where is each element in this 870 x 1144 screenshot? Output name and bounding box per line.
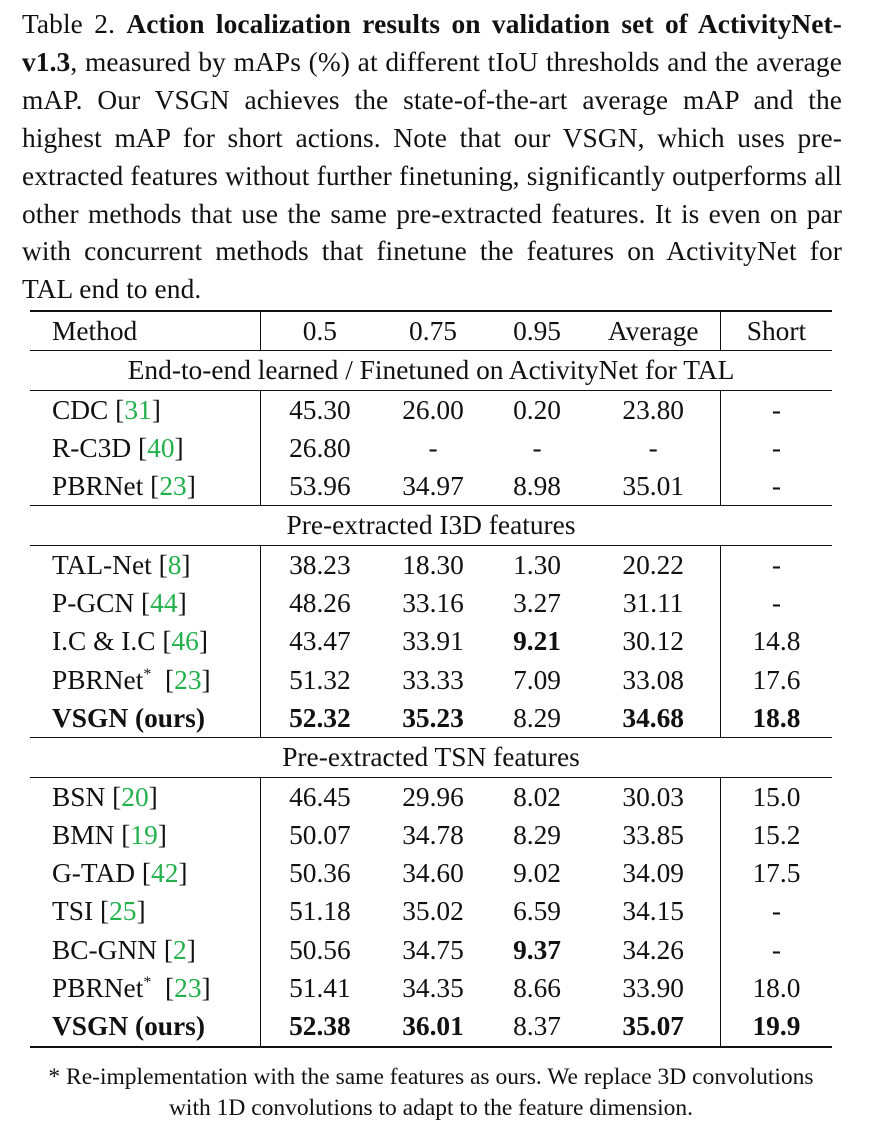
map-short-cell: - (720, 390, 832, 429)
map-iou-075-cell: 18.30 (378, 545, 487, 584)
map-iou-075-cell: 26.00 (378, 390, 487, 429)
table-row (30, 661, 832, 699)
method-name: TSI (52, 896, 94, 927)
method-name: TAL-Net (52, 549, 152, 580)
reimplementation-star: * (143, 665, 152, 683)
table-row (30, 892, 832, 930)
group-title: Pre-extracted TSN features (30, 738, 832, 777)
citation-link[interactable]: 20 (121, 781, 149, 812)
map-average-cell: 33.90 (622, 973, 685, 1004)
map-short-cell: 18.8 (720, 699, 832, 738)
method-name: R-C3D (52, 432, 132, 463)
method-name: PBRNet (52, 471, 144, 502)
map-iou-075-cell: 29.96 (378, 777, 487, 816)
method-cell: G-TAD [42] (52, 858, 188, 889)
method-cell: P-GCN [44] (52, 588, 187, 619)
header-iou-075: 0.75 (378, 311, 487, 351)
table-row (30, 969, 832, 1007)
map-iou-05-cell: 51.32 (261, 661, 379, 699)
table-row (30, 816, 832, 854)
map-iou-095-cell: 1.30 (488, 545, 587, 584)
method-cell: BC-GNN [2] (52, 934, 196, 965)
reimplementation-star: * (143, 974, 152, 992)
map-iou-095-cell: 6.59 (513, 896, 561, 927)
caption-text: , measured by mAPs (%) at different tIoU thresholds and the average mAP. Our VSGN achieves the state-of-the-art average mAP and the highest mAP for short actions. Note that our VSGN, which uses pre-extracted features without further finetuning, significantly outperforms all other methods that use the same pre-extracted features. It is even on par with concurrent methods that finetune the features on ActivityNet for TAL end to end. (22, 46, 842, 305)
method-cell: TAL-Net [8] (30, 545, 261, 584)
group-header-row (30, 351, 832, 390)
map-average-cell: 34.09 (622, 858, 685, 889)
method-name: VSGN (ours) (52, 702, 205, 733)
header-row (30, 311, 832, 351)
header-method: Method (30, 311, 261, 351)
map-iou-075-cell: 36.01 (378, 1007, 487, 1046)
header-average: Average (587, 311, 721, 351)
map-iou-05-cell: 50.56 (261, 931, 379, 969)
map-iou-05-cell: 53.96 (261, 467, 379, 506)
map-iou-075-cell: 35.23 (402, 702, 464, 733)
map-iou-05-cell: 50.07 (261, 816, 379, 854)
citation-link[interactable]: 8 (167, 549, 182, 580)
citation-link[interactable]: 25 (109, 896, 137, 927)
map-iou-05-cell: 38.23 (261, 545, 379, 584)
map-short-cell: - (720, 892, 832, 930)
map-average-cell: - (648, 432, 658, 463)
group-title: Pre-extracted I3D features (30, 506, 832, 545)
header-short: Short (720, 311, 832, 351)
caption-prefix: Table 2. (22, 9, 116, 39)
table-body (30, 351, 832, 1047)
map-average-cell: 20.22 (587, 545, 721, 584)
citation-link[interactable]: 23 (159, 471, 187, 502)
table-row (30, 777, 832, 816)
map-iou-075-cell: 34.35 (402, 973, 464, 1004)
method-name: PBRNet (52, 664, 144, 695)
map-average-cell: 34.26 (622, 934, 685, 965)
map-short-cell: - (720, 931, 832, 969)
map-short-cell: 17.6 (720, 661, 832, 699)
table-row (30, 931, 832, 969)
map-iou-075-cell: 33.16 (402, 588, 464, 619)
map-iou-075-cell: 33.33 (402, 664, 464, 695)
map-iou-05-cell: 52.38 (261, 1007, 379, 1046)
map-iou-05-cell: 51.18 (261, 892, 379, 930)
group-header-row (30, 738, 832, 777)
table-row (30, 429, 832, 467)
map-iou-095-cell: 7.09 (513, 664, 561, 695)
map-iou-095-cell: 8.37 (488, 1007, 587, 1046)
map-short-cell: 14.8 (720, 622, 832, 660)
map-iou-05-cell: 46.45 (261, 777, 379, 816)
header-iou-095: 0.95 (488, 311, 587, 351)
group-header-row (30, 506, 832, 545)
table-row (30, 699, 832, 738)
method-cell: I.C & I.C [46] (52, 626, 208, 657)
map-short-cell: 15.0 (720, 777, 832, 816)
table-row (30, 390, 832, 429)
table-row (30, 584, 832, 622)
method-name: BC-GNN (52, 934, 158, 965)
group-title: End-to-end learned / Finetuned on ActivityNet for TAL (30, 351, 832, 390)
method-cell: BSN [20] (30, 777, 261, 816)
map-short-cell: 15.2 (720, 816, 832, 854)
method-cell: R-C3D [40] (52, 432, 184, 463)
table-row (30, 854, 832, 892)
map-iou-05-cell: 52.32 (261, 699, 379, 738)
map-short-cell: - (720, 467, 832, 506)
map-iou-095-cell: 8.98 (513, 471, 561, 502)
map-iou-05-cell: 48.26 (261, 584, 379, 622)
map-iou-05-cell: 51.41 (261, 969, 379, 1007)
map-iou-095-cell: 8.02 (488, 777, 587, 816)
citation-link[interactable]: 23 (174, 664, 202, 695)
method-cell: BMN [19] (52, 819, 167, 850)
map-iou-095-cell: 9.21 (513, 626, 561, 657)
map-average-cell: 34.68 (622, 702, 685, 733)
map-average-cell: 31.11 (622, 588, 684, 619)
map-short-cell: - (720, 429, 832, 467)
map-iou-095-cell: 0.20 (488, 390, 587, 429)
citation-link[interactable]: 2 (173, 934, 187, 965)
citation-link[interactable]: 19 (130, 819, 158, 850)
method-cell: PBRNet [23] (52, 471, 196, 502)
map-average-cell: 35.07 (587, 1007, 721, 1046)
map-iou-075-cell: 34.78 (402, 819, 464, 850)
citation-link[interactable]: 42 (151, 858, 179, 889)
map-iou-095-cell: 8.29 (513, 819, 561, 850)
table-footnote: * Re-implementation with the same features as ours. We replace 3D convolutions with 1D convolutions to adapt to the feature dimension. (48, 1064, 814, 1121)
method-name: P-GCN (52, 588, 135, 619)
map-iou-075-cell: 35.02 (402, 896, 464, 927)
method-name: I.C & I.C (52, 626, 156, 657)
map-short-cell: 19.9 (720, 1007, 832, 1046)
map-iou-095-cell: 9.37 (513, 934, 561, 965)
map-iou-05-cell: 43.47 (261, 622, 379, 660)
map-iou-095-cell: 8.29 (513, 702, 561, 733)
method-name: BMN (52, 819, 115, 850)
map-average-cell: 30.12 (622, 626, 685, 657)
map-iou-095-cell: 3.27 (513, 588, 561, 619)
map-short-cell: 18.0 (720, 969, 832, 1007)
map-average-cell: 33.85 (622, 819, 685, 850)
header-iou-05: 0.5 (261, 311, 379, 351)
map-iou-095-cell: - (532, 432, 542, 463)
citation-link[interactable]: 40 (147, 432, 175, 463)
results-table-wrapper (30, 310, 832, 1048)
table-row (30, 545, 832, 584)
map-short-cell: - (720, 545, 832, 584)
method-cell (30, 699, 261, 738)
method-cell: CDC [31] (30, 390, 261, 429)
map-iou-05-cell: 50.36 (261, 854, 379, 892)
map-average-cell: 23.80 (587, 390, 721, 429)
citation-link[interactable]: 23 (174, 973, 202, 1004)
method-cell: TSI [25] (52, 896, 146, 927)
map-short-cell: - (720, 584, 832, 622)
table-row (30, 622, 832, 660)
map-iou-075-cell: - (428, 432, 438, 463)
map-iou-075-cell: 34.97 (402, 471, 464, 502)
map-iou-075-cell: 34.60 (402, 858, 464, 889)
citation-link[interactable]: 44 (150, 588, 178, 619)
map-iou-05-cell: 45.30 (261, 390, 379, 429)
map-iou-075-cell: 33.91 (402, 626, 464, 657)
map-iou-095-cell: 9.02 (513, 858, 561, 889)
method-cell: PBRNet* [23] (52, 664, 211, 695)
caption-bold: Action localization results on validation set of ActivityNet-v1.3 (22, 9, 842, 77)
method-cell: PBRNet* [23] (52, 973, 211, 1004)
map-iou-075-cell: 34.75 (402, 934, 464, 965)
map-average-cell: 33.08 (622, 664, 685, 695)
map-iou-05-cell: 26.80 (261, 429, 379, 467)
map-average-cell: 30.03 (587, 777, 721, 816)
method-name: G-TAD (52, 858, 136, 889)
method-cell (30, 1007, 261, 1046)
method-name: PBRNet (52, 973, 144, 1004)
table-caption (22, 6, 842, 309)
map-iou-095-cell: 8.66 (513, 973, 561, 1004)
citation-link[interactable]: 31 (124, 394, 152, 425)
method-name: VSGN (ours) (52, 1011, 205, 1042)
map-average-cell: 34.15 (622, 896, 685, 927)
table-row (30, 1007, 832, 1046)
method-name: CDC (52, 394, 109, 425)
map-average-cell: 35.01 (622, 471, 685, 502)
results-table (30, 310, 832, 1048)
citation-link[interactable]: 46 (171, 626, 199, 657)
map-short-cell: 17.5 (720, 854, 832, 892)
method-name: BSN (52, 781, 106, 812)
table-row (30, 467, 832, 506)
